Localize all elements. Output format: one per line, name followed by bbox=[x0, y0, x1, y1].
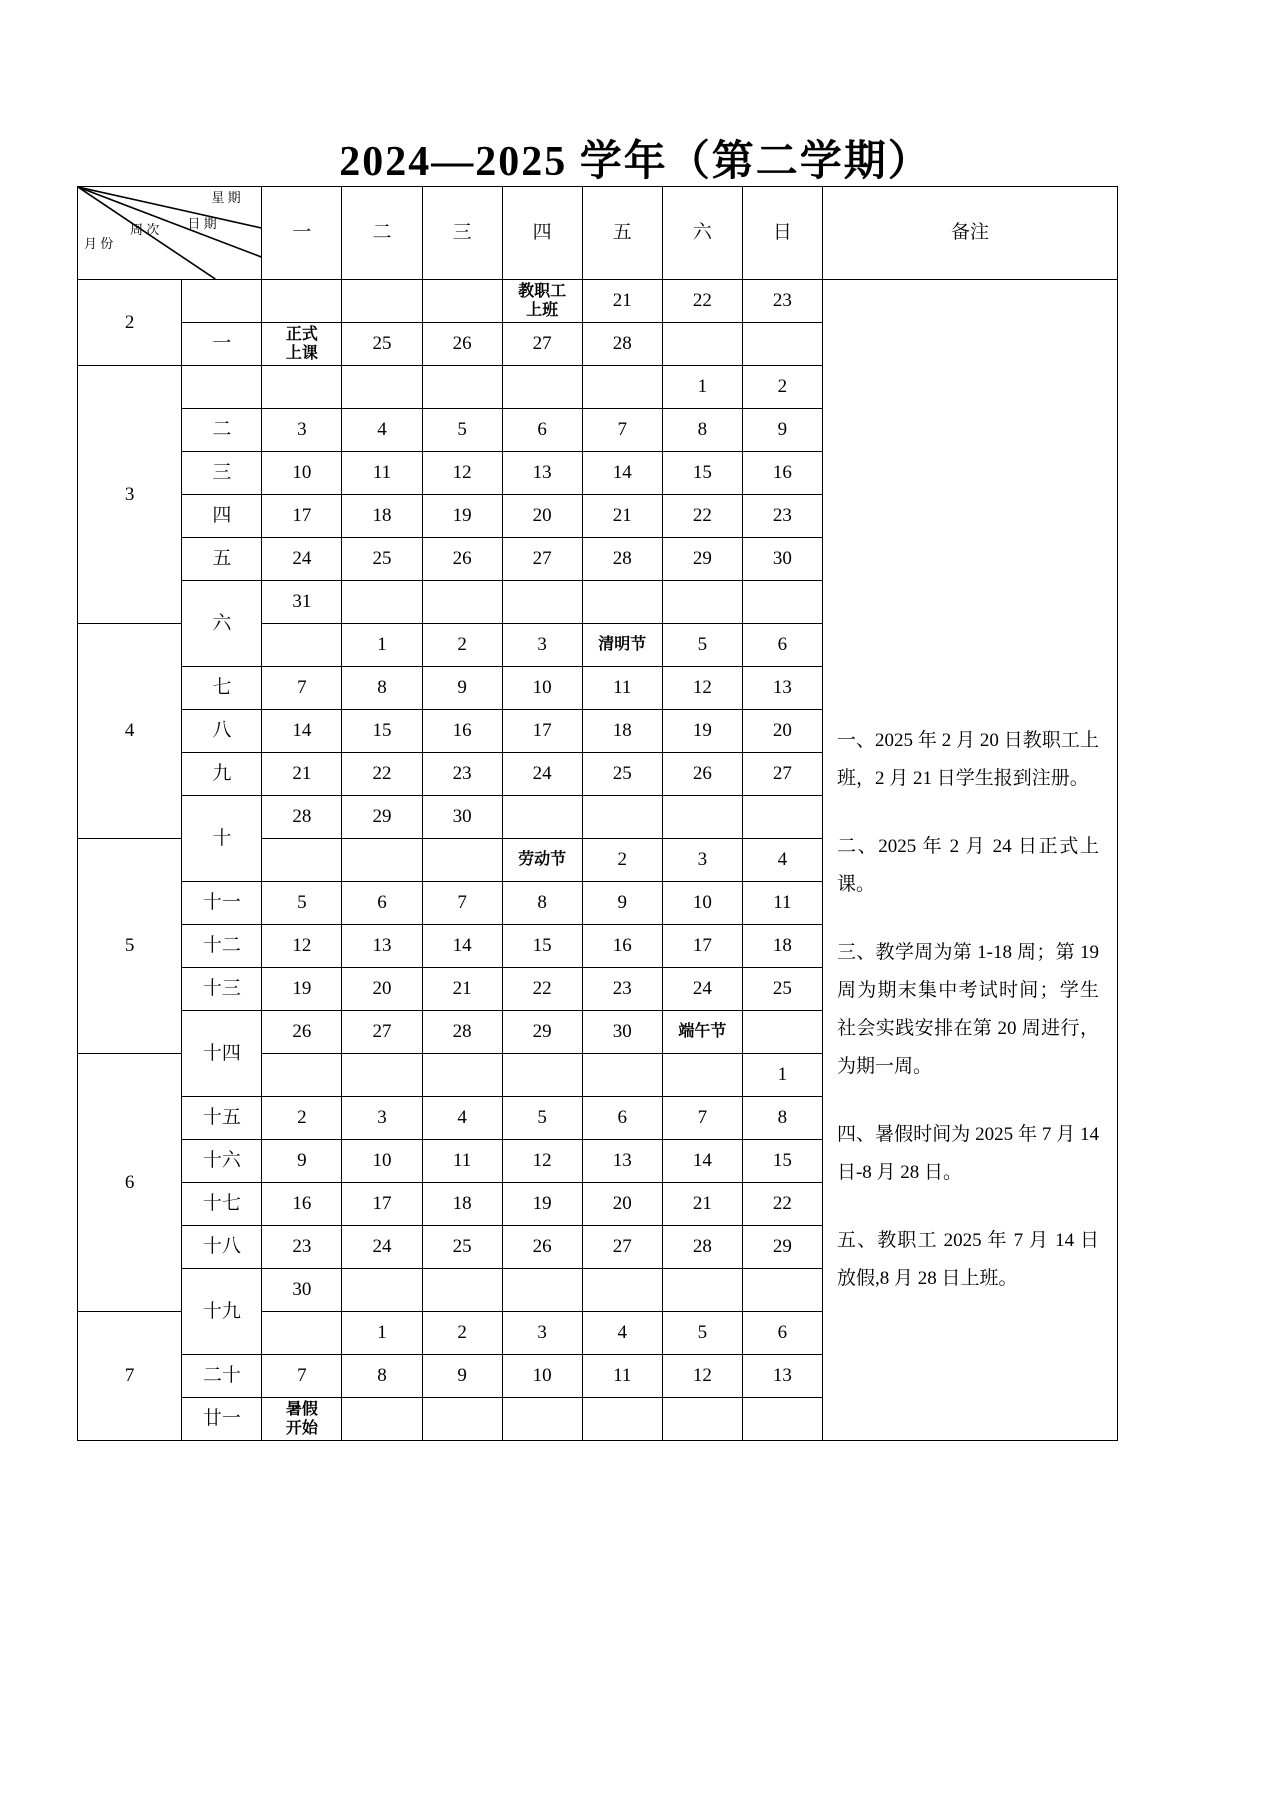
day-cell-sat: 10 bbox=[662, 882, 742, 925]
event-label: 劳动节 bbox=[518, 850, 567, 868]
day-cell-wed bbox=[422, 839, 502, 882]
day-cell-fri: 11 bbox=[582, 1355, 662, 1398]
day-cell-thu: 27 bbox=[502, 323, 582, 366]
day-cell-sun: 22 bbox=[742, 1183, 822, 1226]
day-cell-tue bbox=[342, 280, 422, 323]
week-number-cell: 十 bbox=[182, 796, 262, 882]
day-cell-mon bbox=[262, 839, 342, 882]
day-cell-sun: 11 bbox=[742, 882, 822, 925]
week-number-cell: 二 bbox=[182, 409, 262, 452]
day-cell-sat bbox=[662, 1054, 742, 1097]
table-header-row bbox=[78, 187, 1118, 280]
day-cell-thu: 17 bbox=[502, 710, 582, 753]
day-cell-wed: 18 bbox=[422, 1183, 502, 1226]
day-cell-thu bbox=[502, 366, 582, 409]
day-cell-wed: 25 bbox=[422, 1226, 502, 1269]
day-cell-sun: 23 bbox=[742, 280, 822, 323]
day-cell-sat bbox=[662, 581, 742, 624]
month-cell: 4 bbox=[78, 624, 182, 839]
day-cell-sun bbox=[742, 1398, 822, 1441]
day-cell-wed: 12 bbox=[422, 452, 502, 495]
note-item: 一、2025 年 2 月 20 日教职工上班，2 月 21 日学生报到注册。 bbox=[836, 730, 1099, 789]
day-cell-sat: 26 bbox=[662, 753, 742, 796]
day-cell-tue: 17 bbox=[342, 1183, 422, 1226]
day-cell-sat bbox=[662, 1398, 742, 1441]
header-day-thu: 四 bbox=[502, 187, 582, 280]
day-cell-thu bbox=[502, 1054, 582, 1097]
day-cell-mon: 14 bbox=[262, 710, 342, 753]
day-cell-thu: 12 bbox=[502, 1140, 582, 1183]
day-cell-tue: 18 bbox=[342, 495, 422, 538]
day-cell-wed bbox=[422, 280, 502, 323]
day-cell-sun bbox=[742, 796, 822, 839]
day-cell-tue: 29 bbox=[342, 796, 422, 839]
day-cell-tue bbox=[342, 581, 422, 624]
week-number-cell: 五 bbox=[182, 538, 262, 581]
event-label: 清明节 bbox=[598, 635, 647, 653]
day-cell-fri: 11 bbox=[582, 667, 662, 710]
day-cell-sun: 23 bbox=[742, 495, 822, 538]
day-cell-sat: 22 bbox=[662, 280, 742, 323]
day-cell-mon: 21 bbox=[262, 753, 342, 796]
day-cell-tue: 6 bbox=[342, 882, 422, 925]
corner-weeknum-label: 周 次 bbox=[130, 222, 160, 237]
day-cell-thu bbox=[502, 1398, 582, 1441]
week-number-cell: 十一 bbox=[182, 882, 262, 925]
month-cell: 2 bbox=[78, 280, 182, 366]
week-number-cell: 九 bbox=[182, 753, 262, 796]
day-cell-fri: 9 bbox=[582, 882, 662, 925]
day-cell-fri: 20 bbox=[582, 1183, 662, 1226]
day-cell-mon: 3 bbox=[262, 409, 342, 452]
day-cell-wed: 4 bbox=[422, 1097, 502, 1140]
day-cell-sat: 17 bbox=[662, 925, 742, 968]
day-cell-sun: 27 bbox=[742, 753, 822, 796]
day-cell-mon: 7 bbox=[262, 1355, 342, 1398]
day-cell-sun: 18 bbox=[742, 925, 822, 968]
corner-date-label: 日 期 bbox=[187, 216, 217, 231]
notes-cell bbox=[822, 280, 1117, 1441]
day-cell-fri: 21 bbox=[582, 280, 662, 323]
day-cell-fri bbox=[582, 581, 662, 624]
header-day-fri: 五 bbox=[582, 187, 662, 280]
day-cell-thu: 13 bbox=[502, 452, 582, 495]
day-cell-wed: 5 bbox=[422, 409, 502, 452]
day-cell-sat: 24 bbox=[662, 968, 742, 1011]
day-cell-sat: 3 bbox=[662, 839, 742, 882]
week-number-cell: 十六 bbox=[182, 1140, 262, 1183]
day-cell-mon bbox=[262, 1398, 342, 1441]
day-cell-mon: 24 bbox=[262, 538, 342, 581]
day-cell-wed: 19 bbox=[422, 495, 502, 538]
day-cell-sun: 6 bbox=[742, 1312, 822, 1355]
day-cell-fri: 2 bbox=[582, 839, 662, 882]
day-cell-wed: 2 bbox=[422, 1312, 502, 1355]
week-number-cell: 十五 bbox=[182, 1097, 262, 1140]
day-cell-sun: 1 bbox=[742, 1054, 822, 1097]
day-cell-sun: 20 bbox=[742, 710, 822, 753]
day-cell-tue: 8 bbox=[342, 667, 422, 710]
day-cell-mon: 26 bbox=[262, 1011, 342, 1054]
week-number-cell: 一 bbox=[182, 323, 262, 366]
note-item: 四、暑假时间为 2025 年 7 月 14 日-8 月 28 日。 bbox=[836, 1124, 1099, 1183]
day-cell-fri: 7 bbox=[582, 409, 662, 452]
day-cell-mon: 23 bbox=[262, 1226, 342, 1269]
day-cell-thu: 3 bbox=[502, 1312, 582, 1355]
week-number-cell: 二十 bbox=[182, 1355, 262, 1398]
day-cell-mon: 5 bbox=[262, 882, 342, 925]
day-cell-sun: 4 bbox=[742, 839, 822, 882]
day-cell-mon: 28 bbox=[262, 796, 342, 839]
month-cell: 7 bbox=[78, 1312, 182, 1441]
header-day-mon: 一 bbox=[262, 187, 342, 280]
day-cell-tue: 10 bbox=[342, 1140, 422, 1183]
day-cell-fri: 6 bbox=[582, 1097, 662, 1140]
day-cell-fri: 28 bbox=[582, 538, 662, 581]
day-cell-thu: 29 bbox=[502, 1011, 582, 1054]
day-cell-mon: 30 bbox=[262, 1269, 342, 1312]
day-cell-sun bbox=[742, 581, 822, 624]
day-cell-fri bbox=[582, 796, 662, 839]
week-number-cell bbox=[182, 366, 262, 409]
day-cell-sun: 8 bbox=[742, 1097, 822, 1140]
day-cell-sun: 15 bbox=[742, 1140, 822, 1183]
day-cell-tue bbox=[342, 366, 422, 409]
day-cell-tue: 13 bbox=[342, 925, 422, 968]
day-cell-thu: 5 bbox=[502, 1097, 582, 1140]
day-cell-mon: 2 bbox=[262, 1097, 342, 1140]
day-cell-fri bbox=[582, 1054, 662, 1097]
day-cell-sun: 13 bbox=[742, 667, 822, 710]
day-cell-wed: 26 bbox=[422, 323, 502, 366]
day-cell-wed: 30 bbox=[422, 796, 502, 839]
day-cell-thu bbox=[502, 280, 582, 323]
header-notes: 备注 bbox=[822, 187, 1117, 280]
week-number-cell: 廿一 bbox=[182, 1398, 262, 1441]
day-cell-sat: 5 bbox=[662, 1312, 742, 1355]
day-cell-wed bbox=[422, 1269, 502, 1312]
day-cell-thu: 10 bbox=[502, 667, 582, 710]
week-number-cell: 十二 bbox=[182, 925, 262, 968]
day-cell-tue: 22 bbox=[342, 753, 422, 796]
day-cell-tue: 25 bbox=[342, 538, 422, 581]
header-day-wed: 三 bbox=[422, 187, 502, 280]
day-cell-wed: 21 bbox=[422, 968, 502, 1011]
day-cell-tue: 3 bbox=[342, 1097, 422, 1140]
day-cell-sat: 12 bbox=[662, 1355, 742, 1398]
day-cell-tue: 25 bbox=[342, 323, 422, 366]
day-cell-sat bbox=[662, 1011, 742, 1054]
day-cell-fri: 28 bbox=[582, 323, 662, 366]
day-cell-sun: 2 bbox=[742, 366, 822, 409]
page-title: 2024—2025 学年（第二学期） bbox=[339, 139, 932, 185]
day-cell-wed: 26 bbox=[422, 538, 502, 581]
week-number-cell: 十四 bbox=[182, 1011, 262, 1097]
day-cell-tue: 24 bbox=[342, 1226, 422, 1269]
week-number-cell: 七 bbox=[182, 667, 262, 710]
note-item: 五、教职工 2025 年 7 月 14 日放假,8 月 28 日上班。 bbox=[836, 1230, 1099, 1289]
day-cell-sun bbox=[742, 1269, 822, 1312]
day-cell-thu: 20 bbox=[502, 495, 582, 538]
event-label: 正式 上课 bbox=[285, 325, 318, 362]
calendar-row bbox=[78, 280, 1118, 323]
day-cell-wed: 28 bbox=[422, 1011, 502, 1054]
day-cell-wed: 9 bbox=[422, 1355, 502, 1398]
day-cell-sat: 15 bbox=[662, 452, 742, 495]
day-cell-sat: 21 bbox=[662, 1183, 742, 1226]
day-cell-wed bbox=[422, 366, 502, 409]
day-cell-sat: 5 bbox=[662, 624, 742, 667]
day-cell-fri bbox=[582, 1398, 662, 1441]
day-cell-sat: 7 bbox=[662, 1097, 742, 1140]
day-cell-sun: 6 bbox=[742, 624, 822, 667]
day-cell-fri: 23 bbox=[582, 968, 662, 1011]
calendar-body bbox=[78, 280, 1118, 1441]
day-cell-mon: 17 bbox=[262, 495, 342, 538]
header-corner-cell bbox=[78, 187, 262, 280]
header-day-sun: 日 bbox=[742, 187, 822, 280]
day-cell-sat bbox=[662, 1269, 742, 1312]
event-label: 教职工 上班 bbox=[518, 282, 567, 319]
day-cell-thu: 6 bbox=[502, 409, 582, 452]
day-cell-mon: 31 bbox=[262, 581, 342, 624]
day-cell-thu: 19 bbox=[502, 1183, 582, 1226]
day-cell-sun: 9 bbox=[742, 409, 822, 452]
day-cell-sat: 1 bbox=[662, 366, 742, 409]
corner-month-label: 月 份 bbox=[84, 236, 114, 251]
week-number-cell: 四 bbox=[182, 495, 262, 538]
day-cell-fri: 21 bbox=[582, 495, 662, 538]
day-cell-wed: 9 bbox=[422, 667, 502, 710]
day-cell-sun: 25 bbox=[742, 968, 822, 1011]
day-cell-tue: 11 bbox=[342, 452, 422, 495]
week-number-cell: 三 bbox=[182, 452, 262, 495]
event-label: 暑假 开始 bbox=[285, 1400, 318, 1437]
day-cell-sun: 29 bbox=[742, 1226, 822, 1269]
day-cell-fri bbox=[582, 366, 662, 409]
day-cell-tue bbox=[342, 1398, 422, 1441]
header-day-sat: 六 bbox=[662, 187, 742, 280]
day-cell-sat: 28 bbox=[662, 1226, 742, 1269]
note-item: 二、2025 年 2 月 24 日正式上课。 bbox=[836, 836, 1099, 895]
day-cell-thu: 8 bbox=[502, 882, 582, 925]
day-cell-sat: 19 bbox=[662, 710, 742, 753]
day-cell-thu: 22 bbox=[502, 968, 582, 1011]
day-cell-fri: 18 bbox=[582, 710, 662, 753]
day-cell-thu: 26 bbox=[502, 1226, 582, 1269]
day-cell-tue: 27 bbox=[342, 1011, 422, 1054]
day-cell-fri: 27 bbox=[582, 1226, 662, 1269]
day-cell-mon bbox=[262, 1054, 342, 1097]
day-cell-mon: 12 bbox=[262, 925, 342, 968]
day-cell-thu: 24 bbox=[502, 753, 582, 796]
day-cell-wed: 11 bbox=[422, 1140, 502, 1183]
day-cell-mon: 16 bbox=[262, 1183, 342, 1226]
day-cell-thu: 3 bbox=[502, 624, 582, 667]
week-number-cell: 八 bbox=[182, 710, 262, 753]
calendar-table-wrapper bbox=[77, 186, 1118, 1441]
day-cell-thu: 27 bbox=[502, 538, 582, 581]
day-cell-sun: 30 bbox=[742, 538, 822, 581]
week-number-cell bbox=[182, 280, 262, 323]
day-cell-sun bbox=[742, 323, 822, 366]
week-number-cell: 六 bbox=[182, 581, 262, 667]
day-cell-fri bbox=[582, 624, 662, 667]
day-cell-mon: 19 bbox=[262, 968, 342, 1011]
day-cell-fri: 4 bbox=[582, 1312, 662, 1355]
day-cell-thu bbox=[502, 581, 582, 624]
day-cell-tue: 1 bbox=[342, 624, 422, 667]
day-cell-mon bbox=[262, 1312, 342, 1355]
day-cell-thu bbox=[502, 1269, 582, 1312]
day-cell-wed: 14 bbox=[422, 925, 502, 968]
day-cell-wed bbox=[422, 581, 502, 624]
day-cell-tue bbox=[342, 1269, 422, 1312]
day-cell-sat: 8 bbox=[662, 409, 742, 452]
corner-weekday-label: 星 期 bbox=[211, 190, 241, 205]
month-cell: 6 bbox=[78, 1054, 182, 1312]
day-cell-sat bbox=[662, 323, 742, 366]
day-cell-wed: 7 bbox=[422, 882, 502, 925]
day-cell-wed: 23 bbox=[422, 753, 502, 796]
day-cell-sun bbox=[742, 1011, 822, 1054]
day-cell-thu bbox=[502, 839, 582, 882]
day-cell-mon bbox=[262, 366, 342, 409]
day-cell-thu: 10 bbox=[502, 1355, 582, 1398]
day-cell-fri: 14 bbox=[582, 452, 662, 495]
day-cell-sat: 29 bbox=[662, 538, 742, 581]
day-cell-sat: 12 bbox=[662, 667, 742, 710]
day-cell-wed: 16 bbox=[422, 710, 502, 753]
day-cell-wed bbox=[422, 1398, 502, 1441]
header-day-tue: 二 bbox=[342, 187, 422, 280]
day-cell-mon bbox=[262, 280, 342, 323]
day-cell-tue: 1 bbox=[342, 1312, 422, 1355]
day-cell-tue: 20 bbox=[342, 968, 422, 1011]
day-cell-sun: 16 bbox=[742, 452, 822, 495]
day-cell-tue: 8 bbox=[342, 1355, 422, 1398]
month-cell: 5 bbox=[78, 839, 182, 1054]
day-cell-thu: 15 bbox=[502, 925, 582, 968]
week-number-cell: 十九 bbox=[182, 1269, 262, 1355]
day-cell-mon: 10 bbox=[262, 452, 342, 495]
day-cell-fri: 30 bbox=[582, 1011, 662, 1054]
day-cell-tue: 4 bbox=[342, 409, 422, 452]
day-cell-wed bbox=[422, 1054, 502, 1097]
note-item: 三、教学周为第 1-18 周；第 19 周为期末集中考试时间；学生社会实践安排在第 20 周进行，为期一周。 bbox=[836, 942, 1099, 1077]
day-cell-mon bbox=[262, 624, 342, 667]
week-number-cell: 十八 bbox=[182, 1226, 262, 1269]
day-cell-sat bbox=[662, 796, 742, 839]
month-cell: 3 bbox=[78, 366, 182, 624]
day-cell-fri: 16 bbox=[582, 925, 662, 968]
day-cell-mon: 7 bbox=[262, 667, 342, 710]
day-cell-mon: 9 bbox=[262, 1140, 342, 1183]
academic-calendar-table bbox=[77, 186, 1118, 1441]
day-cell-thu bbox=[502, 796, 582, 839]
day-cell-sat: 22 bbox=[662, 495, 742, 538]
day-cell-tue: 15 bbox=[342, 710, 422, 753]
day-cell-wed: 2 bbox=[422, 624, 502, 667]
day-cell-sat: 14 bbox=[662, 1140, 742, 1183]
day-cell-mon bbox=[262, 323, 342, 366]
day-cell-tue bbox=[342, 839, 422, 882]
event-label: 端午节 bbox=[678, 1022, 727, 1040]
day-cell-fri: 13 bbox=[582, 1140, 662, 1183]
day-cell-tue bbox=[342, 1054, 422, 1097]
day-cell-fri: 25 bbox=[582, 753, 662, 796]
week-number-cell: 十三 bbox=[182, 968, 262, 1011]
day-cell-fri bbox=[582, 1269, 662, 1312]
week-number-cell: 十七 bbox=[182, 1183, 262, 1226]
day-cell-sun: 13 bbox=[742, 1355, 822, 1398]
